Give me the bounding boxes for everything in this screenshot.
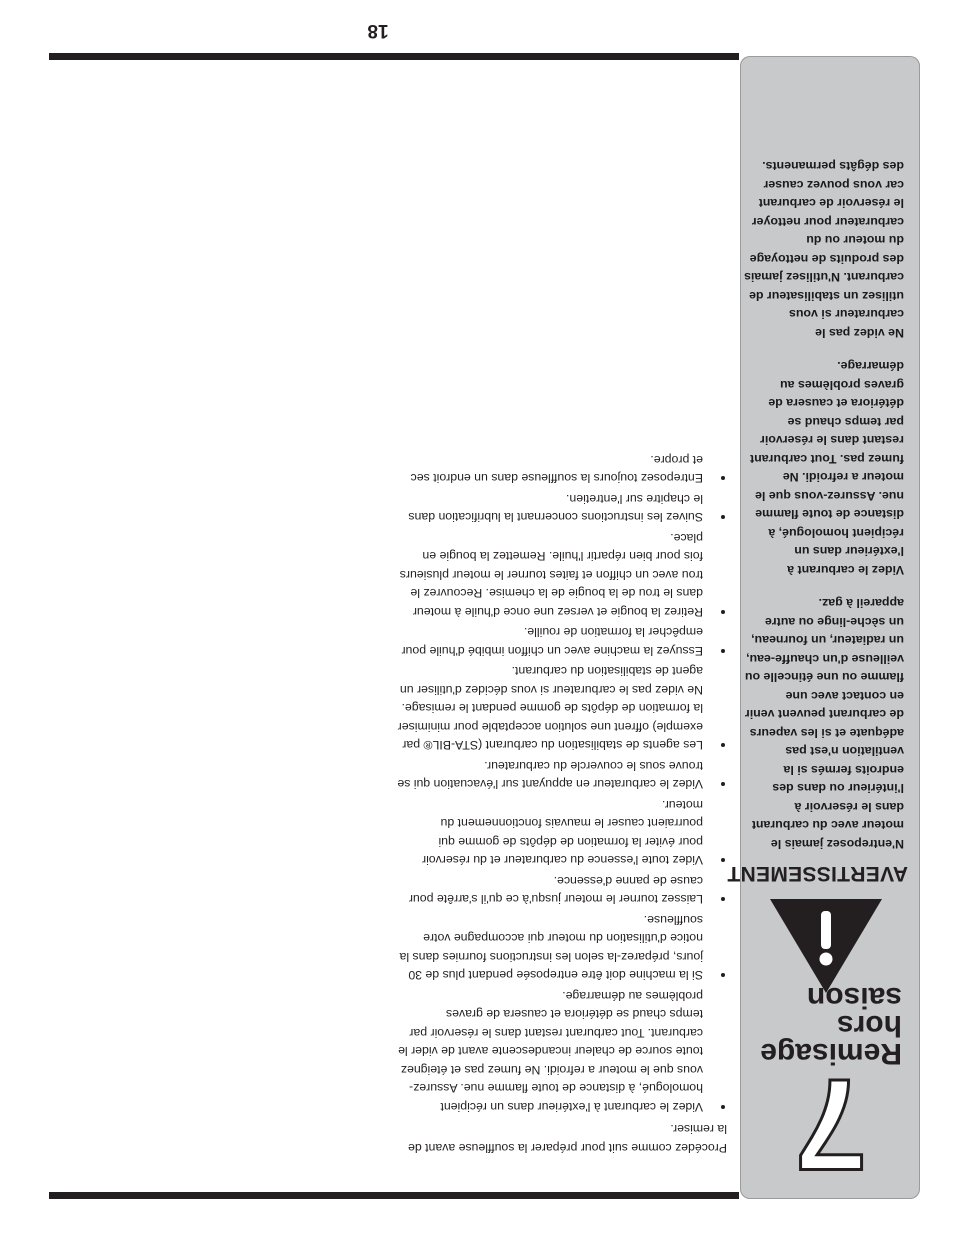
bottom-rule <box>49 1192 739 1199</box>
warning-heading: AVERTISSEMENT <box>727 862 908 885</box>
warning-triangle-icon <box>768 897 884 995</box>
chapter-title: Remisage hors saison <box>760 981 902 1070</box>
list-item: Les agents de stabilisation du carburant (STA-BIL® par exemple) offrent une solution acceptable pour minimiser la formation de dépôts de gomme pendant le remisage. Ne videz pas le carburateur si vous décidez d'utiliser un agent de stabilisation du carburant. <box>397 662 727 755</box>
warning-paragraph: N'entreposez jamais le moteur avec du carburant dans le réservoir à l'intérieur ou dans des endroits fermés si la ventilation n'est pas adéquate et si les vapeurs de carburant peuvent venir en contact avec une flamme ou une étincelle ou veilleuse d'un chauffe-eau, un radiateur, un fourneau, un sèche-linge ou autre appareil à gaz. <box>744 596 904 851</box>
chapter-number: 7 <box>794 1052 868 1198</box>
warning-paragraph: Ne videz pas le carburateur si vous utilisez un stabilisateur de carburant. N'utilisez jamais des produits de nettoyage du moteur ou du carburateur pour nettoyer le réservoir de carburant car vous pouvez causer des dégâts permanents. <box>744 159 904 340</box>
intro-text: Procédez comme suit pour préparer la souffleuse avant de la remiser. <box>408 1122 727 1155</box>
list-item: Videz toute l'essence du carburateur et du réservoir pour éviter la formation de dépôts de gomme qui pourraient causer le mauvais fonctionnement du moteur. <box>397 796 727 870</box>
warning-paragraph: Videz le carburant à l'extérieur dans un récipient homologué, à distance de toute flamme nue. Assurez-vous que le moteur a refroidi. Ne fumez pas. Tout carburant restant dans le réservoir par temps chaud se détériora et causera de graves problèmes au démarrage. <box>750 359 904 577</box>
page-number: 18 <box>367 20 389 41</box>
list-item: Laissez tourner le moteur jusqu'à ce qu'il s'arrête pour cause de panne d'essence. <box>397 872 727 909</box>
list-item: Suivez les instructions concernant la lubrification dans le chapitre sur l'entretien. <box>397 490 727 527</box>
list-item: Essuyez la machine avec un chiffon imbibé d'huile pour empêcher la formation de rouille. <box>397 623 727 660</box>
top-rule <box>49 53 739 60</box>
list-item: Videz le carburateur en appuyant sur l'évacuation qui se trouve sous le couvercle du carburateur. <box>397 757 727 794</box>
list-item: Entreposez toujours la souffleuse dans un endroit sec et propre. <box>397 451 727 488</box>
list-item: Videz le carburant à l'extérieur dans un récipient homologué, à distance de toute flamme nue. Assurez-vous que le moteur a refroidi. Ne fumez pas et éteignez toute source de chaleur incandescente avant de vider le carburant. Tout carburant restant dans le réservoir par temps chaud se détériora et causera de graves problèmes au démarrage. <box>397 987 727 1117</box>
main-content <box>397 449 727 1158</box>
list-item: Si la machine doit être entreposée pendant plus de 30 jours, préparez-la selon les instructions fournies dans la notice d'utilisation du moteur qui accompagne votre souffleuse. <box>397 911 727 985</box>
list-item: Retirez la bougie et versez une once d'huile à moteur dans le trou de la bougie de la chemise. Recouvrez le trou avec un chiffon et faites tourner le moteur plusieurs fois pour bien répartir l'huile. Remettez la bougie en place. <box>397 529 727 622</box>
storage-steps <box>397 451 727 1117</box>
warning-text <box>744 142 904 853</box>
